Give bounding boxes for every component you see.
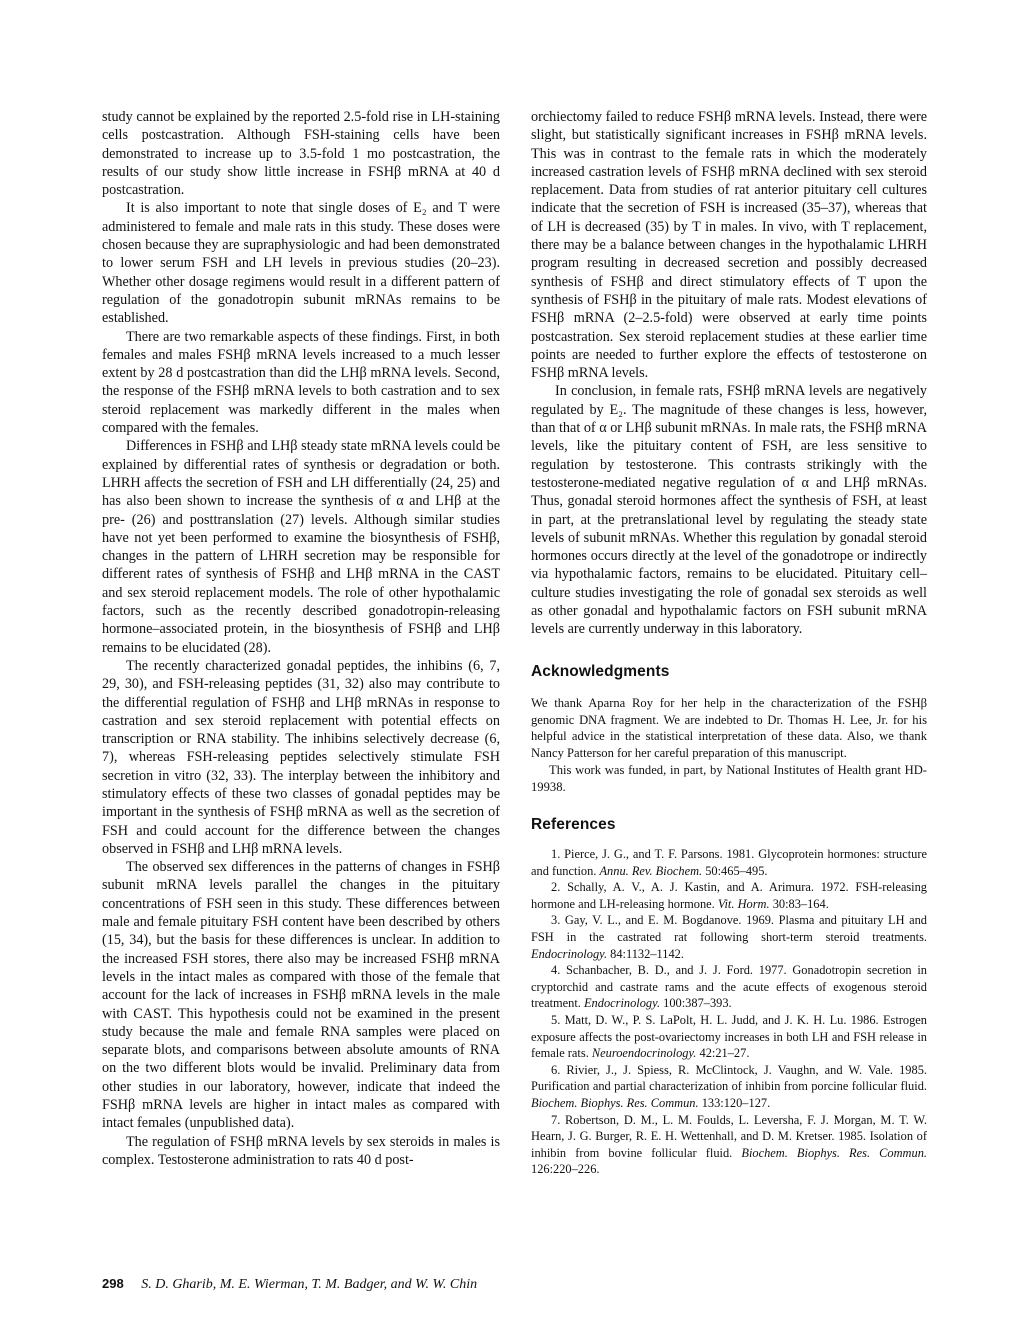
body-paragraph: study cannot be explained by the reported 2.5-fold rise in LH-staining cells postcastration. Although FSH-staining cells have been demonstrated to increase up to 3.5-fold 1 mo postcastration, the results of our study show little increase in FSHβ mRNA at 40 d postcastration.	[102, 109, 500, 199]
reference-volume: 84:1132–1142.	[607, 946, 684, 961]
reference-item	[531, 879, 927, 912]
body-paragraph: The regulation of FSHβ mRNA levels by sex steroids in males is complex. Testosterone administration to rats 40 d post-	[102, 1133, 500, 1168]
body-paragraph: The recently characterized gonadal peptides, the inhibins (6, 7, 29, 30), and FSH-releasing peptides (31, 32) also may contribute to the differential regulation of FSHβ and LHβ mRNAs in response to castration and sex steroid replacement with potential effects on transcription or RNA stability. The inhibins selectively decrease (6, 7), whereas FSH-releasing peptides selectively stimulate FSH secretion in vitro (32, 33). The interplay between the inhibitory and stimulatory effects of these two classes of gonadal peptides may be important in the synthesis of FSHβ mRNA as well as the secretion of FSH and could account for the difference between the changes observed in FSHβ and LHβ mRNA levels.	[102, 657, 500, 857]
left-column	[102, 108, 500, 1169]
reference-item	[531, 1062, 927, 1112]
reference-volume: 126:220–226.	[531, 1162, 600, 1177]
reference-list	[531, 846, 927, 1178]
reference-text: 1. Pierce, J. G., and T. F. Parsons. 1981. Glycoprotein hormones: structure and function.	[531, 847, 927, 878]
reference-item	[531, 1112, 927, 1178]
page-footer	[102, 1276, 477, 1293]
reference-journal: Neuroendocrinology.	[591, 1046, 697, 1061]
reference-text: 7. Robertson, D. M., L. M. Foulds, L. Leversha, F. J. Morgan, M. T. W. Hearn, J. G. Burger, R. E. H. Wettenhall, and D. M. Kretser. 1985. Isolation of inhibin from bovine follicular fluid.	[531, 1112, 927, 1160]
reference-text: 6. Rivier, J., J. Spiess, R. McClintock, J. Vaughn, and W. Vale. 1985. Purification and partial characterization of inhibin from porcine follicular fluid.	[531, 1062, 927, 1094]
page-number: 298	[102, 1276, 124, 1291]
reference-item	[531, 962, 927, 1012]
reference-journal: Vit. Horm.	[717, 896, 770, 911]
reference-item	[531, 1012, 927, 1062]
body-paragraph: It is also important to note that single doses of E₂ and T were administered to female and male rats in this study. These doses were chosen because they are supraphysiologic and had been demonstrated to lower serum FSH and LH levels in previous studies (20–23). Whether other dosage regimens would result in a different pattern of regulation of the gonadotropin subunit mRNAs remains to be established.	[102, 200, 500, 327]
reference-journal: Annu. Rev. Biochem.	[599, 863, 703, 878]
funding-paragraph: This work was funded, in part, by National Institutes of Health grant HD-19938.	[531, 763, 927, 795]
reference-text: 2. Schally, A. V., A. J. Kastin, and A. Arimura. 1972. FSH-releasing hormone and LH-releasing hormone.	[531, 880, 927, 911]
body-paragraph: There are two remarkable aspects of these findings. First, in both females and males FSHβ mRNA levels increased to a much lesser extent by 28 d postcastration than did the LHβ mRNA levels. Second, the response of the FSHβ mRNA levels to both castration and to sex steroid replacement was markedly different in the males when compared with the females.	[102, 328, 500, 437]
reference-text: 3. Gay, V. L., and E. M. Bogdanove. 1969. Plasma and pituitary LH and FSH in the castrated rat following short-term steroid treatments.	[531, 913, 927, 945]
reference-volume: 100:387–393.	[660, 996, 732, 1011]
running-authors: S. D. Gharib, M. E. Wierman, T. M. Badger, and W. W. Chin	[141, 1277, 478, 1292]
reference-journal: Biochem. Biophys. Res. Commun.	[531, 1095, 699, 1110]
body-paragraph: Differences in FSHβ and LHβ steady state mRNA levels could be explained by differential rates of synthesis or degradation or both. LHRH affects the secretion of FSH and LH differentially (24, 25) and has also been shown to increase the synthesis of α and LHβ at the pre- (26) and posttranslation (27) levels. Although similar studies have not yet been performed to examine the biosynthesis of FSHβ, changes in the pattern of LHRH secretion may be responsible for different rates of synthesis of FSHβ and LHβ mRNA in the CAST and sex steroid replacement models. The role of other hypothalamic factors, such as the recently described gonadotropin-releasing hormone–associated protein, in the biosynthesis of FSHβ and LHβ remains to be elucidated (28).	[102, 438, 500, 656]
reference-item	[531, 912, 927, 962]
reference-volume: 42:21–27.	[696, 1046, 750, 1061]
reference-text: 4. Schanbacher, B. D., and J. J. Ford. 1977. Gonadotropin secretion in cryptorchid and castrate rams and the acute effects of exogenous steroid treatment.	[531, 963, 927, 1011]
reference-volume: 30:83–164.	[769, 896, 829, 911]
body-paragraph: The observed sex differences in the patterns of changes in FSHβ subunit mRNA levels parallel the changes in the pituitary concentrations of FSH seen in this study. These differences between male and female pituitary FSH content have been described by others (15, 34), but the basis for these differences is unclear. In addition to the increased FSH stores, there also may be increased FSHβ mRNA levels in the intact males as compared with those of the female that account for the lack of increases in FSHβ mRNA levels in the male with CAST. This hypothesis could not be examined in the present study because the male and female RNA samples were placed on separate blots, and comparisons between absolute amounts of RNA on the two different blots would be invalid. Preliminary data from other studies in our laboratory, however, indicate that indeed the FSHβ mRNA levels are higher in intact males as compared with intact females (unpublished data).	[102, 859, 500, 1132]
body-paragraph: orchiectomy failed to reduce FSHβ mRNA levels. Instead, there were slight, but statistically significant increases in FSHβ mRNA levels. This was in contrast to the female rats in which the moderately increased castration levels of FSHβ mRNA declined with sex steroid replacement. Data from studies of rat anterior pituitary cell cultures indicate that the secretion of FSH is increased (35–37), whereas that of LH is decreased (35) by T in males. In vivo, with T replacement, there may be a balance between changes in the hypothalamic LHRH program resulting in decreased secretion and possibly decreased synthesis of FSHβ and direct stimulatory effects of T upon the synthesis of FSHβ in the pituitary of male rats. Modest elevations of FSHβ mRNA (2–2.5-fold) were observed at early time points postcastration. Sex steroid replacement studies at these earlier time points are needed to further explore the effects of testosterone on FSHβ mRNA levels.	[531, 109, 927, 382]
reference-journal: Endocrinology.	[531, 946, 608, 961]
references-heading: References	[531, 816, 616, 834]
body-paragraph: In conclusion, in female rats, FSHβ mRNA levels are negatively regulated by E₂. The magnitude of these changes is less, however, than that of α or LHβ subunit mRNAs. In male rats, the FSHβ mRNA levels, like the pituitary content of FSH, are less sensitive to regulation by testosterone. This contrasts strikingly with the testosterone-mediated negative regulation of α and LHβ mRNAs. Thus, gonadal steroid hormones affect the synthesis of FSH, at least in part, at the pretranslational level by regulating the steady state levels of subunit mRNAs. Whether this regulation by gonadal steroid hormones occurs directly at the level of the gonadotrope or indirectly via hypothalamic factors, remains to be elucidated. Pituitary cell–culture studies investigating the role of gonadal sex steroids as well as other gonadal and hypothalamic factors on FSH subunit mRNA levels are currently underway in this laboratory.	[531, 383, 927, 638]
acknowledgments-paragraph: We thank Aparna Roy for her help in the characterization of the FSHβ genomic DNA fragment. We are indebted to Dr. Thomas H. Lee, Jr. for his helpful advice in the statistical interpretation of these data. Also, we thank Nancy Patterson for her careful preparation of this manuscript.	[531, 695, 927, 761]
reference-text: 5. Matt, D. W., P. S. LaPolt, H. L. Judd, and J. K. H. Lu. 1986. Estrogen exposure affects the post-ovariectomy increases in both LH and FSH release in female rats.	[531, 1012, 927, 1061]
reference-item	[531, 846, 927, 879]
acknowledgments-heading: Acknowledgments	[531, 662, 670, 680]
reference-journal: Endocrinology.	[583, 996, 661, 1011]
right-column	[531, 108, 927, 1178]
reference-volume: 50:465–495.	[702, 863, 768, 878]
reference-volume: 133:120–127.	[698, 1095, 771, 1110]
reference-journal: Biochem. Biophys. Res. Commun.	[741, 1145, 927, 1160]
